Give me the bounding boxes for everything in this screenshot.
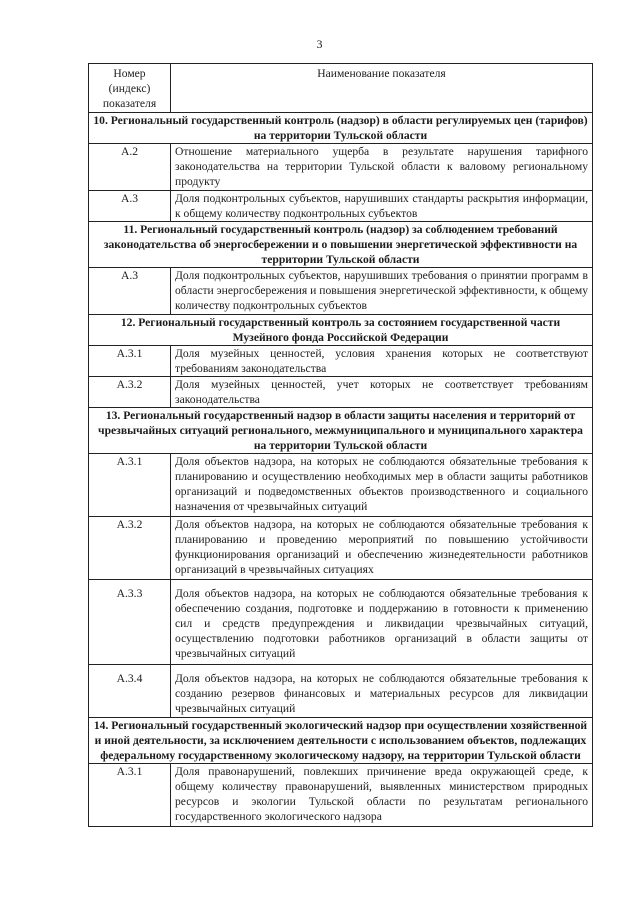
indicator-code: А.3.1	[89, 764, 171, 827]
table-row	[89, 191, 593, 222]
indicator-name: Отношение материального ущерба в результате нарушения тарифного законодательства на территории Тульской области к валовому региональному продукту	[171, 144, 593, 191]
indicator-name: Доля объектов надзора, на которых не соблюдаются обязательные требования к планированию и проведению мероприятий по повышению устойчивости функционирования организаций и обеспечению жизнедеятельности работников организаций в чрезвычайных ситуациях	[171, 517, 593, 580]
section-row	[89, 408, 593, 454]
table-row	[89, 346, 593, 377]
page-number: 3	[316, 37, 323, 51]
section-row	[89, 222, 593, 268]
indicator-code: А.3.2	[89, 517, 171, 580]
table-row	[89, 665, 593, 718]
header-name	[171, 64, 593, 113]
indicator-code: А.3	[89, 268, 171, 315]
table-row	[89, 454, 593, 517]
indicator-code: А.3.1	[89, 346, 171, 377]
indicator-name: Доля объектов надзора, на которых не соблюдаются обязательные требования к планированию и осуществлению необходимых мер в области защиты работников организаций и подведомственных объектов производственного и социального назначения от чрезвычайных ситуаций	[171, 454, 593, 517]
section-title: 12. Региональный государственный контроль за состоянием государственной части Музейного фонда Российской Федерации	[89, 315, 593, 346]
indicator-name: Доля объектов надзора, на которых не соблюдаются обязательные требования к обеспечению создания, подготовке и поддержанию в готовности к применению сил и средств предупреждения и ликвидации чрезвычайных ситуаций, осуществлению подготовки работников организаций в области защиты от чрезвычайных ситуаций	[171, 580, 593, 665]
table-row	[89, 144, 593, 191]
table-row	[89, 580, 593, 665]
indicator-name: Доля музейных ценностей, учет которых не соответствует требованиям законодательства	[171, 377, 593, 408]
section-title: 14. Региональный государственный экологический надзор при осуществлении хозяйственной и иной деятельности, за исключением деятельности с использованием объектов, подлежащих федеральному государственному экологическому надзору, на территории Тульской области	[89, 718, 593, 764]
section-row	[89, 718, 593, 764]
table-row	[89, 764, 593, 827]
indicator-name: Доля правонарушений, повлекших причинение вреда окружающей среде, к общему количеству правонарушений, выявленных министерством природных ресурсов и экологии Тульской области по результатам регионального государственного экологического надзора	[171, 764, 593, 827]
indicators-table	[88, 63, 593, 827]
table-row	[89, 517, 593, 580]
table-row	[89, 377, 593, 408]
section-title: 10. Региональный государственный контроль (надзор) в области регулируемых цен (тарифов) на территории Тульской области	[89, 113, 593, 144]
header-code-label: Номер (индекс) показателя	[102, 67, 157, 110]
indicator-name: Доля музейных ценностей, условия хранения которых не соответствуют требованиям законодательства	[171, 346, 593, 377]
indicator-code: А.3	[89, 191, 171, 222]
section-title: 13. Региональный государственный надзор в области защиты населения и территорий от чрезвычайных ситуаций регионального, межмуниципального и муниципального характера на территории Тульской области	[89, 408, 593, 454]
indicator-code: А.3.2	[89, 377, 171, 408]
indicator-code: А.2	[89, 144, 171, 191]
section-title: 11. Региональный государственный контроль (надзор) за соблюдением требований законодательства об энергосбережении и о повышении энергетической эффективности на территории Тульской области	[89, 222, 593, 268]
indicator-name: Доля объектов надзора, на которых не соблюдаются обязательные требования к созданию резервов финансовых и материальных ресурсов для ликвидации чрезвычайных ситуаций	[171, 665, 593, 718]
indicator-code: А.3.1	[89, 454, 171, 517]
section-row	[89, 315, 593, 346]
indicator-name: Доля подконтрольных субъектов, нарушивших стандарты раскрытия информации, к общему количеству подконтрольных субъектов	[171, 191, 593, 222]
indicator-code: А.3.4	[89, 665, 171, 718]
table-header-row	[89, 64, 593, 113]
header-name-label: Наименование показателя	[317, 67, 446, 80]
table-row	[89, 268, 593, 315]
indicator-code: А.3.3	[89, 580, 171, 665]
header-code	[89, 64, 171, 113]
indicator-name: Доля подконтрольных субъектов, нарушивших требования о принятии программ в области энергосбережения и повышения энергетической эффективности, к общему количеству подконтрольных субъектов	[171, 268, 593, 315]
section-row	[89, 113, 593, 144]
